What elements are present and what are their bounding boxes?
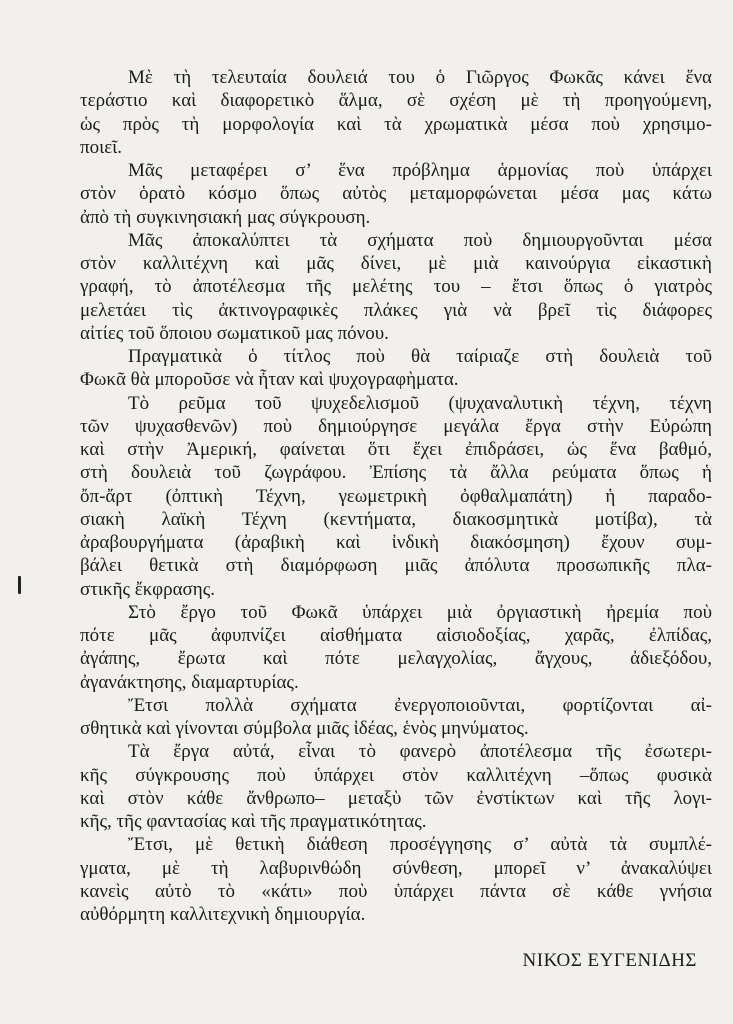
text-line: Τὸ ρεῦμα τοῦ ψυχεδελισμοῦ (ψυχαναλυτικὴ τέχνη, τέχνη [128, 392, 712, 414]
paragraph [80, 229, 712, 345]
paragraph [80, 345, 712, 392]
text-line: μελετάει τὶς ἀκτινογραφικὲς πλάκες γιὰ νὰ βρεῖ τὶς διάφορες [80, 299, 712, 321]
text-line: κανεὶς αὐτὸ τὸ «κάτι» ποὺ ὑπάρχει πάντα σὲ κάθε γνήσια [80, 880, 712, 902]
text-line: στὸν καλλιτέχνη καὶ μᾶς δίνει, μὲ μιὰ καινούργια εἰκαστικὴ [80, 253, 712, 274]
text-line: ἀγάπης, ἔρωτα καὶ πότε μελαγχολίας, ἄγχους, ἀδιεξόδου, [80, 648, 712, 670]
text-line: σιακὴ λαϊκὴ Τέχνη (κεντήματα, διακοσμητικὰ μοτίβα), τὰ [80, 508, 712, 530]
paragraph [80, 66, 712, 159]
text-line: Πραγματικὰ ὁ τίτλος ποὺ θὰ ταίριαζε στὴ δουλειὰ τοῦ [128, 346, 712, 367]
text-line: ἀγανάκτησης, διαμαρτυρίας. [80, 671, 299, 693]
text-line: στικῆς ἔκφρασης. [80, 578, 216, 600]
scan-artifact-mark [18, 576, 21, 594]
text-line: ἀπὸ τὴ συγκινησιακή μας σύγκρουση. [80, 206, 371, 228]
text-line: ἀραβουργήματα (ἀραβικὴ καὶ ἰνδικὴ διακόσμηση) ἔχουν συμ- [80, 532, 712, 553]
text-line: σθητικὰ καὶ γίνονται σύμβολα μιᾶς ἰδέας, ἑνὸς μηνύματος. [80, 718, 529, 739]
text-line: στὸν ὁρατὸ κόσμο ὅπως αὐτὸς μεταμορφώνεται μέσα μας κάτω [80, 183, 712, 205]
text-line: Ἔτσι, μὲ θετικὴ διάθεση προσέγγησης σ’ αὐτὰ τὰ συμπλέ- [128, 834, 712, 856]
text-line: γραφή, τὸ ἀποτέλεσμα τῆς μελέτης του – ἔτσι ὅπως ὁ γιατρὸς [80, 276, 712, 298]
text-line: Ἔτσι πολλὰ σχήματα ἐνεργοποιοῦνται, φορτίζονται αἰ- [128, 694, 712, 716]
paragraph [80, 694, 712, 741]
paragraph [80, 159, 712, 229]
text-line: Μᾶς ἀποκαλύπτει τὰ σχήματα ποὺ δημιουργοῦνται μέσα [128, 229, 712, 251]
paragraph [80, 833, 712, 926]
text-line: ποιεῖ. [80, 136, 123, 158]
text-line: κῆς σύγκρουσης ποὺ ὑπάρχει στὸν καλλιτέχνη –ὅπως φυσικὰ [80, 764, 712, 786]
text-line: Φωκᾶ θὰ μποροῦσε νὰ ἦταν καὶ ψυχογραφὴματα. [80, 369, 459, 391]
text-line: τῶν ψυχασθενῶν) ποὺ δημιούργησε μεγάλα ἔργα στὴν Εὐρώπη [80, 415, 712, 437]
text-line: κῆς, τῆς φαντασίας καὶ τῆς πραγματικότητας. [80, 811, 427, 832]
text-line: Τὰ ἔργα αὐτά, εἶναι τὸ φανερὸ ἀποτέλεσμα τῆς ἐσωτερι- [128, 741, 712, 763]
paragraph [80, 601, 712, 694]
author-signature: ΝΙΚΟΣ ΕΥΓΕΝΙΔΗΣ [522, 950, 697, 971]
text-line: στὴ δουλειὰ τοῦ ζωγράφου. Ἐπίσης τὰ ἄλλα ρεύματα ὅπως ἡ [80, 462, 712, 484]
text-line: βάλει θετικὰ στὴ διαμόρφωση μιᾶς ἀπόλυτα προσωπικῆς πλα- [80, 555, 712, 577]
text-line: Μὲ τὴ τελευταία δουλειά του ὁ Γιῶργος Φωκᾶς κάνει ἕνα [128, 67, 712, 88]
body-text [80, 66, 712, 926]
text-line: ὡς πρὸς τὴ μορφολογία καὶ τὰ χρωματικὰ μέσα ποὺ χρησιμο- [80, 113, 712, 135]
text-line: Μᾶς μεταφέρει σ’ ἕνα πρόβλημα ἁρμονίας ποὺ ὑπάρχει [128, 160, 712, 181]
paragraph [80, 392, 712, 601]
text-line: τεράστιο καὶ διαφορετικὸ ἅλμα, σὲ σχέση μὲ τὴ προηγούμενη, [80, 90, 712, 112]
text-line: αὐθόρμητη καλλιτεχνικὴ δημιουργία. [80, 904, 366, 925]
text-line: καὶ στὴν Ἀμερική, φαίνεται ὅτι ἔχει ἐπιδράσει, ὡς ἕνα βαθμό, [80, 439, 712, 460]
text-line: ὄπ-ἄρτ (ὀπτικὴ Τέχνη, γεωμετρικὴ ὀφθαλμαπάτη) ἡ παραδο- [80, 485, 712, 507]
text-line: καὶ στὸν κάθε ἄνθρωπο– μεταξὺ τῶν ἐνστίκτων καὶ τῆς λογι- [80, 787, 712, 809]
text-line: γματα, μὲ τὴ λαβυρινθώδη σύνθεση, μπορεῖ ν’ ἀνακαλύψει [80, 857, 712, 879]
text-line: Στὸ ἔργο τοῦ Φωκᾶ ὑπάρχει μιὰ ὀργιαστικὴ ἠρεμία ποὺ [128, 601, 712, 623]
text-line: πότε μᾶς ἀφυπνίζει αἰσθήματα αἰσιοδοξίας, χαρᾶς, ἐλπίδας, [80, 625, 712, 646]
paragraph [80, 740, 712, 833]
text-line: αἰτίες τοῦ ὅποιου σωματικοῦ μας πόνου. [80, 322, 389, 344]
